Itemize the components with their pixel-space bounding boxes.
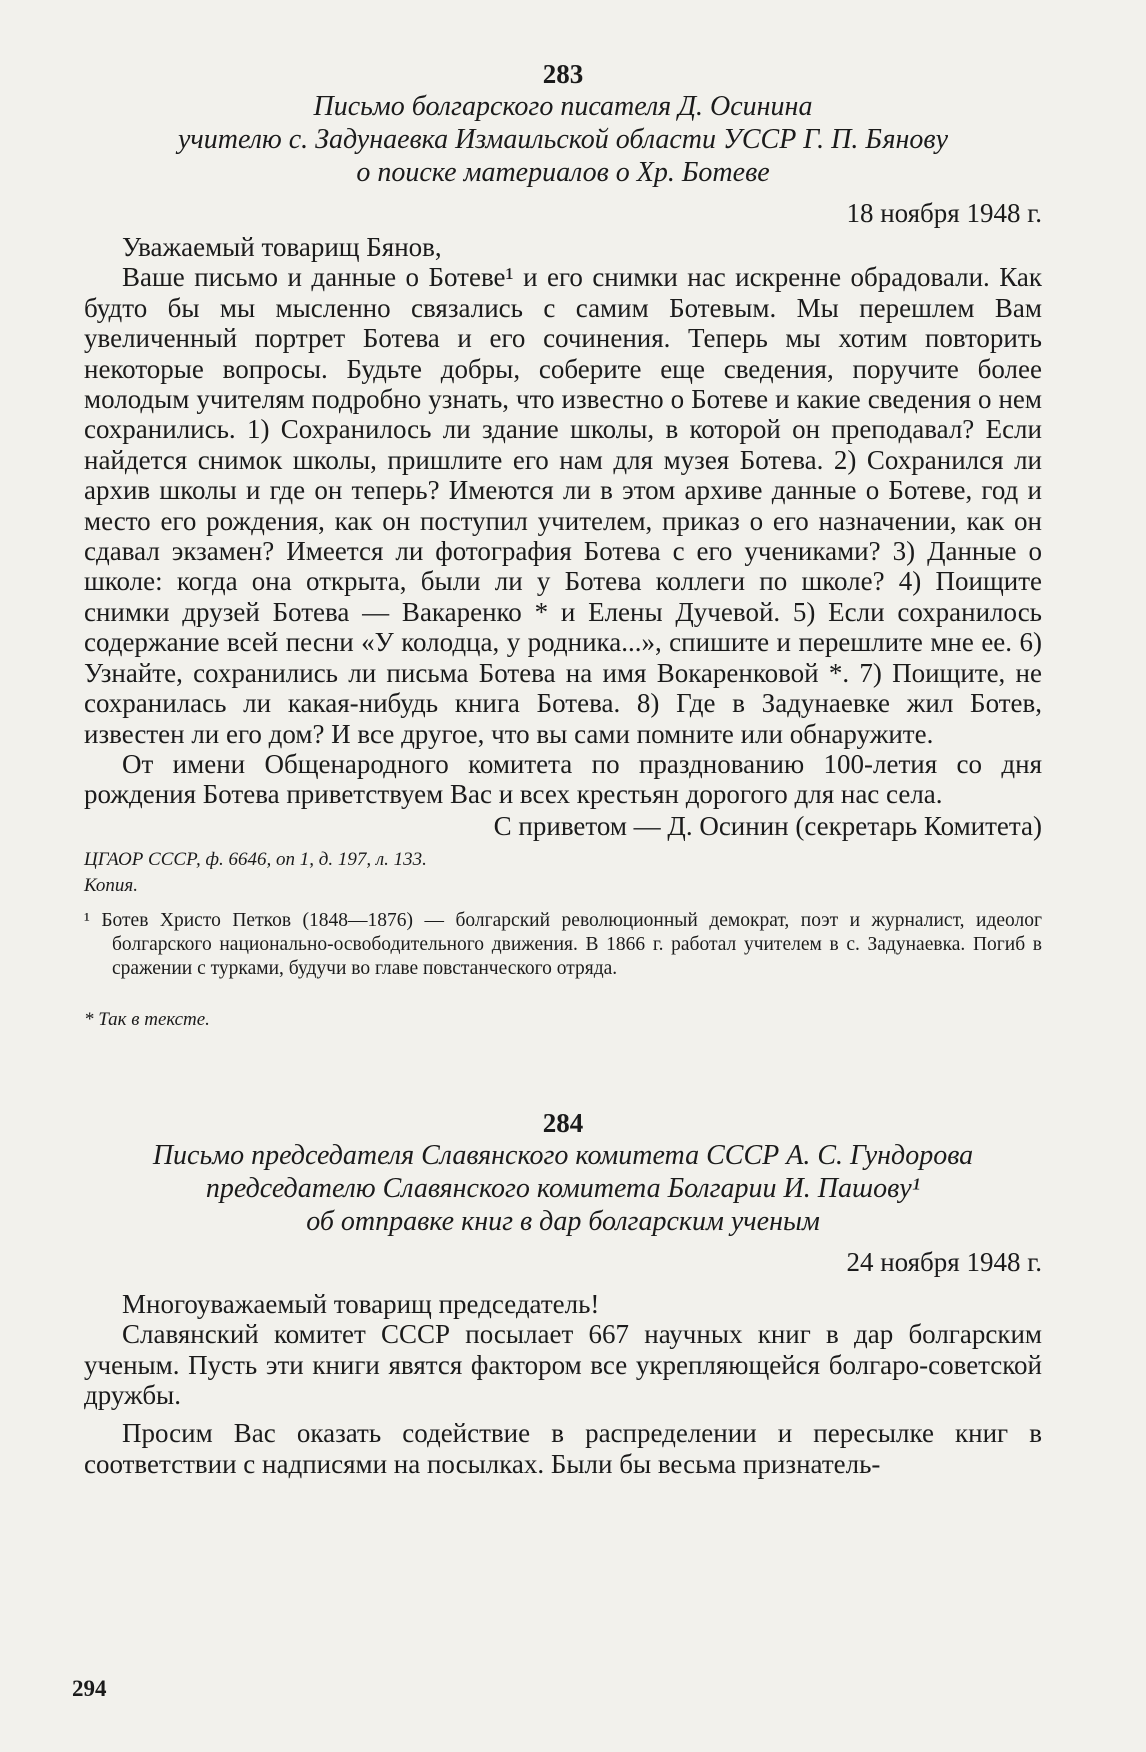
copy-mark: Копия. [84, 874, 138, 896]
document-number: 284 [542, 1107, 584, 1138]
document-date: 24 ноября 1948 г. [846, 1246, 1042, 1277]
body-paragraph: От имени Общенародного комитета по празднованию 100-летия со дня рождения Ботева приветствуем Вас и всех крестьян дорогого для нас села. [84, 748, 1042, 810]
document-heading-line-1: Письмо председателя Славянского комитета СССР А. С. Гундорова [152, 1139, 974, 1171]
document-284 [84, 1107, 1042, 1479]
salutation: Многоуважаемый товарищ председатель! [122, 1288, 600, 1319]
page-number: 294 [72, 1676, 107, 1701]
footnote: ¹ Ботев Христо Петков (1848—1876) — болгарский революционный демократ, поэт и журналист, идеолог болгарского национально-освободительного движения. В 1866 г. работал учителем в с. Задунаевка. Погиб в сражении с турками, будучи во главе повстанческого отряда. [84, 909, 1042, 979]
document-page [84, 58, 1042, 1479]
body-paragraph: Ваше письмо и данные о Ботеве¹ и его снимки нас искренне обрадовали. Как будто бы мы мысленно связались с самим Ботевым. Мы перешлем Вам увеличенный портрет Ботева и его сочинения. Теперь мы хотим повторить некоторые вопросы. Будьте добры, соберите еще сведения, поручите более молодым учителям подробно узнать, что известно о Ботеве и какие сведения о нем сохранились. 1) Сохранилось ли здание школы, в которой он преподавал? Если найдется снимок школы, пришлите его нам для музея Ботева. 2) Сохранился ли архив школы и где он теперь? Имеются ли в этом архиве данные о Ботеве, год и место его рождения, как он поступил учителем, приказ о его назначении, как он сдавал экзамен? Имеется ли фотография Ботева с его учениками? 3) Данные о школе: когда она открыта, были ли у Ботева коллеги по школе? 4) Поищите снимки друзей Ботева — Вакаренко * и Елены Дучевой. 5) Если сохранилось содержание всей песни «У колодца, у родника...», спишите и перешлите мне ее. 6) Узнайте, сохранились ли письма Ботева на имя Вокаренковой *. 7) Поищите, не сохранилась ли какая-нибудь книга Ботева. 8) Где в Задунаевке жил Ботев, известен ли его дом? И все другое, что вы сами помните или обнаружите. [84, 262, 1042, 749]
archive-source: ЦГАОР СССР, ф. 6646, оп 1, д. 197, л. 133. [84, 848, 427, 870]
document-heading-line-3: об отправке книг в дар болгарским ученым [306, 1205, 820, 1237]
salutation: Уважаемый товарищ Бянов, [122, 232, 442, 262]
document-number: 283 [542, 59, 584, 89]
signature: С приветом — Д. Осинин (секретарь Комитета) [493, 810, 1042, 841]
editorial-note: * Так в тексте. [84, 1008, 210, 1030]
document-283 [84, 58, 1042, 1033]
document-heading-line-2: учителю с. Задунаевка Измаильской области УССР Г. П. Бянову [178, 124, 948, 155]
document-heading-line-2: председателю Славянского комитета Болгарии И. Пашову¹ [205, 1172, 921, 1204]
body-paragraph: Славянский комитет СССР посылает 667 научных книг в дар болгарским ученым. Пусть эти книги явятся фактором все укрепляющейся болгаро-советской дружбы. [84, 1319, 1042, 1410]
document-heading-line-3: о поиске материалов о Хр. Ботеве [356, 157, 770, 188]
document-date: 18 ноября 1948 г. [846, 198, 1042, 228]
body-paragraph: Просим Вас оказать содействие в распределении и пересылке книг в соответствии с надписями на посылках. Были бы весьма признатель- [84, 1418, 1042, 1479]
document-heading-line-1: Письмо болгарского писателя Д. Осинина [313, 91, 813, 122]
